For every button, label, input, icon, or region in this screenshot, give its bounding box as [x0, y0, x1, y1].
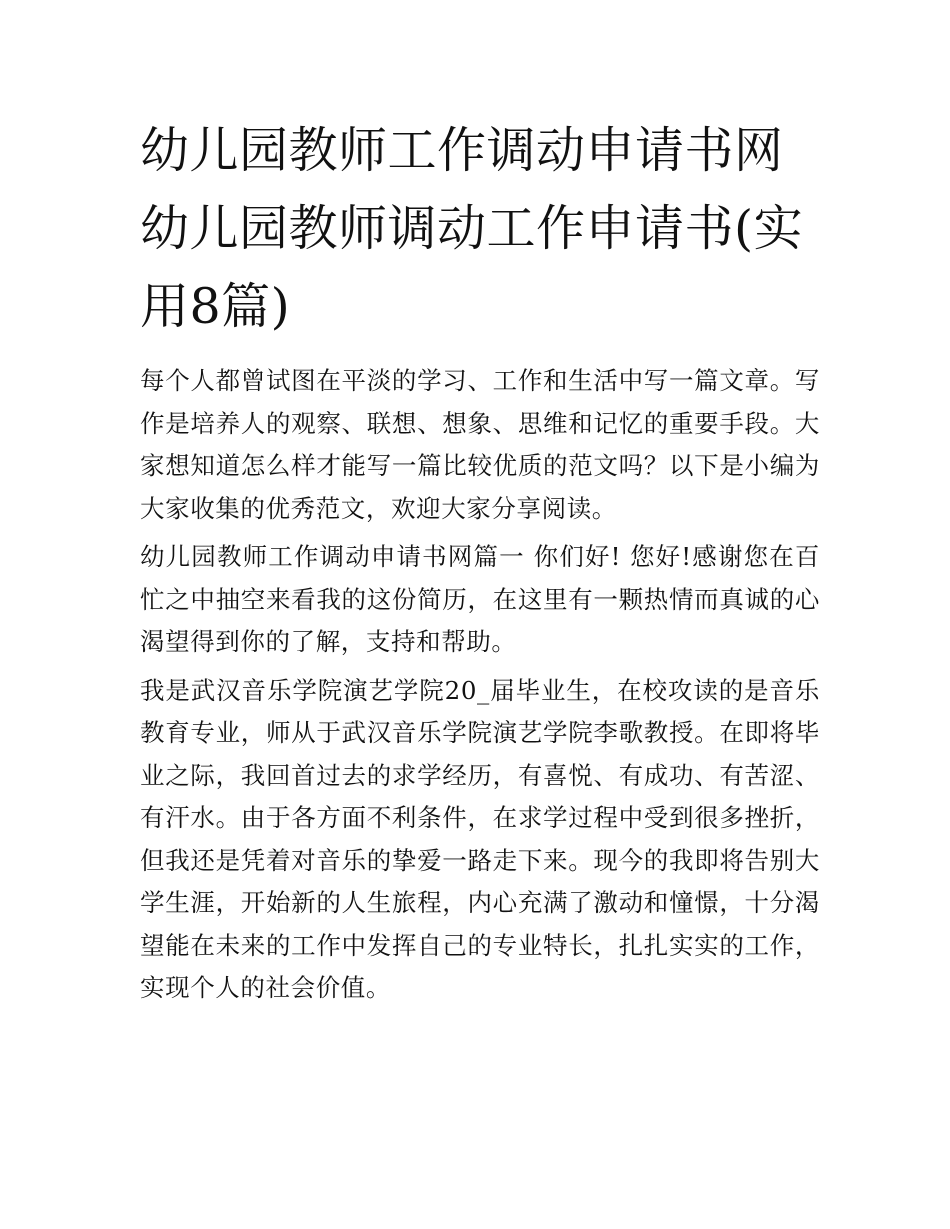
intro-paragraph: 每个人都曾试图在平淡的学习、工作和生活中写一篇文章。写作是培养人的观察、联想、想象、思维和记忆的重要手段。大家想知道怎么样才能写一篇比较优质的范文吗？以下是小编为大家收集的优秀范文，欢迎大家分享阅读。: [140, 366, 820, 523]
document-title: 幼儿园教师工作调动申请书网幼儿园教师调动工作申请书(实用8篇): [140, 122, 804, 335]
body-paragraph-2: 我是武汉音乐学院演艺学院20_届毕业生，在校攻读的是音乐教育专业，师从于武汉音乐学院演艺学院李歌教授。在即将毕业之际，我回首过去的求学经历，有喜悦、有成功、有苦涩、有汗水。由于各方面不利条件，在求学过程中受到很多挫折，但我还是凭着对音乐的挚爱一路走下来。现今的我即将告别大学生涯，开始新的人生旅程，内心充满了激动和憧憬，十分渴望能在未来的工作中发挥自己的专业特长，扎扎实实的工作，实现个人的社会价值。: [140, 675, 820, 1002]
document-page: [140, 112, 820, 1016]
body-paragraph-1: 幼儿园教师工作调动申请书网篇一 你们好! 您好!感谢您在百忙之中抽空来看我的这份简历，在这里有一颗热情而真诚的心渴望得到你的了解，支持和帮助。: [140, 542, 820, 656]
